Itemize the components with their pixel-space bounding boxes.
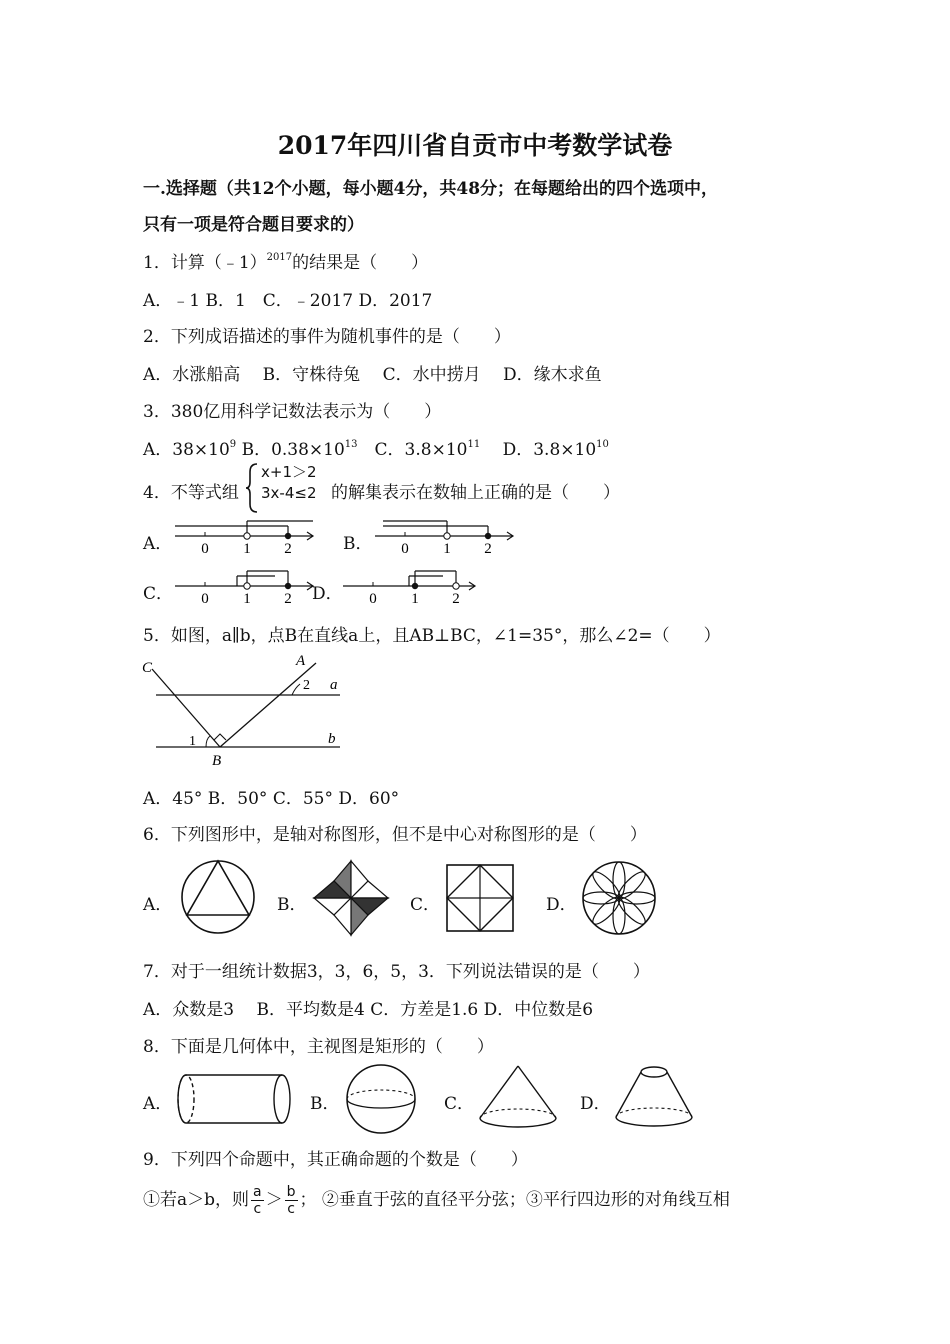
q4-numberline-a <box>175 515 320 557</box>
q7-options: A．众数是3 B．平均数是4 C．方差是1.6 D．中位数是6 <box>143 1000 594 1020</box>
fraction-numerator: a <box>253 1184 262 1200</box>
frustum-figure <box>612 1062 696 1130</box>
q4-system <box>261 462 317 504</box>
q1-text-post: 的结果是（ ） <box>292 253 429 273</box>
q5-figure <box>140 655 345 770</box>
q9-fraction-a-over-c <box>251 1184 264 1217</box>
q4-numberline-c <box>175 565 320 607</box>
question-3: 3．380亿用科学记数法表示为（ ） <box>143 402 442 422</box>
q1-options: A．﹣1 B．1 C．﹣2017 D．2017 <box>143 291 433 311</box>
q6-label-d: D． <box>546 895 577 915</box>
tick-1: 1 <box>243 541 251 557</box>
q3-options <box>143 435 609 460</box>
cone-figure <box>477 1062 559 1132</box>
q4-numberline-d <box>343 565 488 607</box>
label-angle-1: 1 <box>189 734 196 749</box>
q2-options: A．水涨船高 B．守株待兔 C．水中捞月 D．缘木求鱼 <box>143 365 602 385</box>
label-b: b <box>328 731 336 747</box>
q8-label-d: D． <box>580 1094 611 1114</box>
tick-1: 1 <box>243 591 251 607</box>
tick-1: 1 <box>411 591 419 607</box>
tick-0: 0 <box>401 541 409 557</box>
pinwheel-figure <box>310 857 392 939</box>
q3-exp-c: 11 <box>467 439 481 450</box>
q1-exponent: 2017 <box>266 252 293 263</box>
page-title: 2017年四川省自贡市中考数学试卷 <box>277 131 673 160</box>
question-5: 5．如图，a∥b，点B在直线a上，且AB⊥BC，∠1=35°，那么∠2=（ ） <box>143 626 721 646</box>
label-A: A <box>296 653 306 669</box>
question-9: 9．下列四个命题中，其正确命题的个数是（ ） <box>143 1150 528 1170</box>
q4-label-b: B． <box>343 534 373 554</box>
tick-2: 2 <box>284 541 292 557</box>
q9-proposition-line <box>143 1184 730 1217</box>
q8-label-b: B． <box>310 1094 340 1114</box>
label-a: a <box>330 677 338 693</box>
q3-opt-c: C．3.8×10 <box>357 440 468 460</box>
q4-inequality-2: 3x-4≤2 <box>261 484 317 502</box>
q3-opt-b: B．0.38×10 <box>236 440 345 460</box>
section-heading-line1: 一.选择题（共12个小题，每小题4分，共48分；在每题给出的四个选项中， <box>143 179 719 199</box>
q6-label-a: A． <box>143 895 173 915</box>
question-1 <box>143 248 428 273</box>
q1-text-pre: 1．计算（﹣1） <box>143 253 267 273</box>
q4-label-c: C． <box>143 584 174 604</box>
q4-label-a: A． <box>143 534 173 554</box>
tick-1: 1 <box>443 541 451 557</box>
circle-triangle-figure <box>178 857 258 937</box>
q3-exp-a: 9 <box>229 439 237 450</box>
q4-brace <box>245 462 259 514</box>
tick-2: 2 <box>284 591 292 607</box>
question-2: 2．下列成语描述的事件为随机事件的是（ ） <box>143 327 511 347</box>
q9-fraction-b-over-c <box>285 1184 298 1217</box>
question-6: 6．下列图形中，是轴对称图形，但不是中心对称图形的是（ ） <box>143 825 647 845</box>
sphere-figure <box>344 1062 418 1136</box>
tick-0: 0 <box>369 591 377 607</box>
fraction-numerator: b <box>286 1184 296 1200</box>
fraction-denominator: c <box>287 1201 295 1217</box>
q8-label-a: A． <box>143 1094 173 1114</box>
q3-opt-d: D．3.8×10 <box>480 440 597 460</box>
fraction-denominator: c <box>253 1201 262 1217</box>
q8-label-c: C． <box>444 1094 475 1114</box>
tick-2: 2 <box>484 541 492 557</box>
q3-opt-a: A．38×10 <box>143 440 230 460</box>
question-7: 7．对于一组统计数据3，3，6，5，3．下列说法错误的是（ ） <box>143 962 650 982</box>
q9-prop-pre: ①若a＞b，则 <box>143 1190 250 1210</box>
tick-0: 0 <box>201 541 209 557</box>
label-B: B <box>212 753 222 769</box>
label-C: C <box>142 660 153 676</box>
question-8: 8．下面是几何体中，主视图是矩形的（ ） <box>143 1037 494 1057</box>
q4-numberline-b <box>375 515 520 557</box>
q9-prop-post: ； ②垂直于弦的直径平分弦；③平行四边形的对角线互相 <box>299 1190 730 1210</box>
section-heading-line2: 只有一项是符合题目要求的） <box>143 215 364 235</box>
q4-inequality-1: x+1＞2 <box>261 463 317 481</box>
q4-label-d: D． <box>312 584 343 604</box>
square-diamond-figure <box>444 862 516 934</box>
q6-label-c: C． <box>410 895 441 915</box>
tick-0: 0 <box>201 591 209 607</box>
q4-text-post: 的解集表示在数轴上正确的是（ ） <box>331 483 620 503</box>
tick-2: 2 <box>452 591 460 607</box>
cylinder-figure <box>176 1070 296 1128</box>
q5-options: A．45° B．50° C．55° D．60° <box>143 789 400 809</box>
flower-circle-figure <box>579 858 659 938</box>
q4-text-pre: 4．不等式组 <box>143 483 239 503</box>
q3-exp-d: 10 <box>596 439 609 450</box>
q6-label-b: B． <box>277 895 307 915</box>
q3-exp-b: 13 <box>344 439 358 450</box>
q9-gt: ＞ <box>265 1190 283 1210</box>
label-angle-2: 2 <box>303 678 310 693</box>
